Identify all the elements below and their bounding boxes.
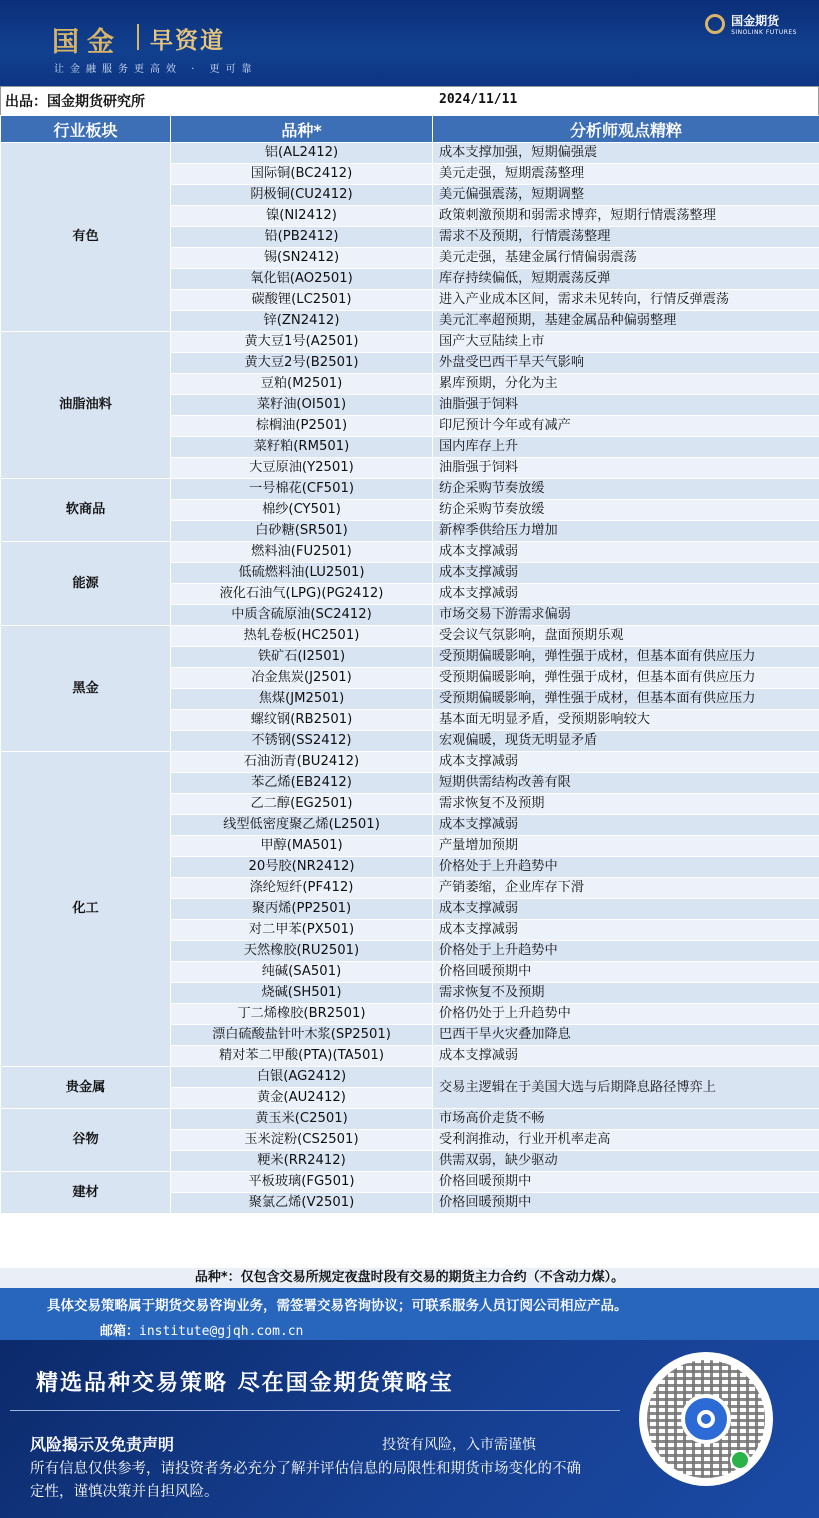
view-cell: 美元偏强震荡，短期调整 — [433, 185, 819, 206]
brand-divider — [137, 24, 139, 50]
view-cell: 需求不及预期，行情震荡整理 — [433, 227, 819, 248]
product-cell: 对二甲苯(PX501) — [171, 920, 433, 941]
product-cell: 黄大豆2号(B2501) — [171, 353, 433, 374]
view-cell: 市场高价走货不畅 — [433, 1109, 819, 1130]
table-row — [1, 1109, 819, 1130]
view-cell: 受预期偏暖影响，弹性强于成材，但基本面有供应压力 — [433, 689, 819, 710]
qr-code-icon[interactable] — [639, 1352, 773, 1486]
footer-divider — [10, 1410, 620, 1411]
product-cell: 氧化铝(AO2501) — [171, 269, 433, 290]
header-product: 品种* — [171, 116, 433, 143]
product-cell: 热轧卷板(HC2501) — [171, 626, 433, 647]
product-cell: 白砂糖(SR501) — [171, 521, 433, 542]
product-cell: 乙二醇(EG2501) — [171, 794, 433, 815]
view-cell: 累库预期，分化为主 — [433, 374, 819, 395]
product-cell: 丁二烯橡胶(BR2501) — [171, 1004, 433, 1025]
product-cell: 铝(AL2412) — [171, 143, 433, 164]
table-row — [1, 626, 819, 647]
view-cell: 纺企采购节奏放缓 — [433, 479, 819, 500]
product-cell: 国际铜(BC2412) — [171, 164, 433, 185]
product-cell: 一号棉花(CF501) — [171, 479, 433, 500]
view-cell: 供需双弱，缺少驱动 — [433, 1151, 819, 1172]
footer-banner — [0, 1340, 819, 1518]
view-cell: 短期供需结构改善有限 — [433, 773, 819, 794]
sector-cell: 黑金 — [1, 626, 171, 752]
product-cell: 线型低密度聚乙烯(L2501) — [171, 815, 433, 836]
sector-cell: 能源 — [1, 542, 171, 626]
view-cell: 产量增加预期 — [433, 836, 819, 857]
slogan: 让金融服务更高效 · 更可靠 — [54, 64, 258, 75]
product-cell: 玉米淀粉(CS2501) — [171, 1130, 433, 1151]
product-cell: 天然橡胶(RU2501) — [171, 941, 433, 962]
product-cell: 大豆原油(Y2501) — [171, 458, 433, 479]
sinolink-logo-icon — [705, 14, 725, 34]
view-cell: 美元走强，基建金属行情偏弱震荡 — [433, 248, 819, 269]
product-cell: 烧碱(SH501) — [171, 983, 433, 1004]
product-cell: 苯乙烯(EB2412) — [171, 773, 433, 794]
company-logo — [731, 12, 797, 36]
product-cell: 低硫燃料油(LU2501) — [171, 563, 433, 584]
view-cell: 价格回暖预期中 — [433, 962, 819, 983]
product-cell: 豆粕(M2501) — [171, 374, 433, 395]
product-cell: 20号胶(NR2412) — [171, 857, 433, 878]
view-cell: 受利润推动，行业开机率走高 — [433, 1130, 819, 1151]
product-cell: 锌(ZN2412) — [171, 311, 433, 332]
product-cell: 镍(NI2412) — [171, 206, 433, 227]
contact-bar — [0, 1288, 819, 1340]
risk-tip: 投资有风险，入市需谨慎 — [382, 1437, 536, 1453]
header-view: 分析师观点精粹 — [433, 116, 819, 143]
view-cell: 基本面无明显矛盾，受预期影响较大 — [433, 710, 819, 731]
sector-cell: 有色 — [1, 143, 171, 332]
header-banner — [0, 0, 819, 86]
view-cell: 成本支撑减弱 — [433, 899, 819, 920]
view-cell: 美元汇率超预期，基建金属品种偏弱整理 — [433, 311, 819, 332]
view-cell: 成本支撑减弱 — [433, 563, 819, 584]
email-label: 邮箱： — [100, 1324, 140, 1339]
sector-cell: 谷物 — [1, 1109, 171, 1172]
view-cell: 印尼预计今年或有减产 — [433, 416, 819, 437]
view-cell: 国内库存上升 — [433, 437, 819, 458]
product-cell: 焦煤(JM2501) — [171, 689, 433, 710]
product-cell: 涤纶短纤(PF412) — [171, 878, 433, 899]
product-cell: 精对苯二甲酸(PTA)(TA501) — [171, 1046, 433, 1067]
view-cell: 成本支撑减弱 — [433, 1046, 819, 1067]
product-cell: 不锈钢(SS2412) — [171, 731, 433, 752]
view-cell: 产销萎缩，企业库存下滑 — [433, 878, 819, 899]
view-cell: 进入产业成本区间，需求未见转向，行情反弹震荡 — [433, 290, 819, 311]
view-cell: 价格回暖预期中 — [433, 1193, 819, 1214]
product-cell: 棕榈油(P2501) — [171, 416, 433, 437]
brand-logo-text: 国金 — [52, 27, 122, 58]
view-cell: 受预期偏暖影响，弹性强于成材，但基本面有供应压力 — [433, 668, 819, 689]
table-header-row — [1, 116, 819, 143]
disclaimer-text: 所有信息仅供参考，请投资者务必充分了解并评估信息的局限性和期货市场变化的不确定性，谨慎决策并自担风险。 — [30, 1461, 581, 1500]
view-cell: 价格处于上升趋势中 — [433, 941, 819, 962]
view-cell: 库存持续偏低，短期震荡反弹 — [433, 269, 819, 290]
product-cell: 锡(SN2412) — [171, 248, 433, 269]
table-row — [1, 542, 819, 563]
sector-cell: 油脂油料 — [1, 332, 171, 479]
view-cell: 成本支撑减弱 — [433, 752, 819, 773]
product-cell: 中质含硫原油(SC2412) — [171, 605, 433, 626]
source-label: 出品：国金期货研究所 — [5, 94, 145, 110]
email-address[interactable]: institute@gjqh.com.cn — [139, 1324, 304, 1339]
view-cell: 成本支撑减弱 — [433, 920, 819, 941]
product-cell: 黄金(AU2412) — [171, 1088, 433, 1109]
report-date: 2024/11/11 — [439, 92, 518, 107]
table-row — [1, 479, 819, 500]
logo-cn-text: 国金期货 — [731, 14, 780, 28]
risk-title: 风险揭示及免责声明 — [30, 1435, 175, 1454]
product-cell: 平板玻璃(FG501) — [171, 1172, 433, 1193]
view-cell: 受预期偏暖影响，弹性强于成材，但基本面有供应压力 — [433, 647, 819, 668]
table-row — [1, 752, 819, 773]
product-cell: 甲醇(MA501) — [171, 836, 433, 857]
product-cell: 铅(PB2412) — [171, 227, 433, 248]
product-cell: 菜籽油(OI501) — [171, 395, 433, 416]
view-cell: 油脂强于饲料 — [433, 395, 819, 416]
sector-cell: 化工 — [1, 752, 171, 1067]
source-bar — [0, 86, 819, 116]
footer-headline: 精选品种交易策略 尽在国金期货策略宝 — [36, 1371, 454, 1396]
header-sector: 行业板块 — [1, 116, 171, 143]
product-cell: 漂白硫酸盐针叶木浆(SP2501) — [171, 1025, 433, 1046]
sector-cell: 软商品 — [1, 479, 171, 542]
table-row — [1, 143, 819, 164]
table-row — [1, 1172, 819, 1193]
table-row — [1, 1067, 819, 1088]
footnote: 品种*：仅包含交易所规定夜盘时段有交易的期货主力合约（不含动力煤）。 — [0, 1268, 819, 1288]
view-cell: 国产大豆陆续上市 — [433, 332, 819, 353]
view-cell: 成本支撑减弱 — [433, 584, 819, 605]
view-cell: 交易主逻辑在于美国大选与后期降息路径博弈上 — [433, 1067, 819, 1109]
product-cell: 燃料油(FU2501) — [171, 542, 433, 563]
view-cell: 成本支撑减弱 — [433, 542, 819, 563]
view-cell: 成本支撑加强，短期偏强震 — [433, 143, 819, 164]
consult-notice: 具体交易策略属于期货交易咨询业务，需签署交易咨询协议；可联系服务人员订阅公司相应产品。 — [47, 1298, 628, 1314]
view-cell: 政策刺激预期和弱需求博弈，短期行情震荡整理 — [433, 206, 819, 227]
product-cell: 聚氯乙烯(V2501) — [171, 1193, 433, 1214]
product-cell: 白银(AG2412) — [171, 1067, 433, 1088]
product-cell: 聚丙烯(PP2501) — [171, 899, 433, 920]
view-cell: 新榨季供给压力增加 — [433, 521, 819, 542]
product-cell: 冶金焦炭(J2501) — [171, 668, 433, 689]
table-row — [1, 332, 819, 353]
view-cell: 价格处于上升趋势中 — [433, 857, 819, 878]
qr-logo-icon — [681, 1394, 731, 1444]
logo-en-text: SINOLINK FUTURES — [731, 29, 797, 36]
view-cell: 价格仍处于上升趋势中 — [433, 1004, 819, 1025]
product-cell: 铁矿石(I2501) — [171, 647, 433, 668]
view-cell: 受会议气氛影响，盘面预期乐观 — [433, 626, 819, 647]
view-cell: 价格回暖预期中 — [433, 1172, 819, 1193]
view-cell: 油脂强于饲料 — [433, 458, 819, 479]
strategy-table — [0, 115, 819, 1214]
view-cell: 美元走强，短期震荡整理 — [433, 164, 819, 185]
product-cell: 菜籽粕(RM501) — [171, 437, 433, 458]
product-cell: 棉纱(CY501) — [171, 500, 433, 521]
email-line — [100, 1320, 303, 1339]
view-cell: 外盘受巴西干旱天气影响 — [433, 353, 819, 374]
product-cell: 阴极铜(CU2412) — [171, 185, 433, 206]
product-cell: 液化石油气(LPG)(PG2412) — [171, 584, 433, 605]
view-cell: 市场交易下游需求偏弱 — [433, 605, 819, 626]
product-cell: 纯碱(SA501) — [171, 962, 433, 983]
view-cell: 成本支撑减弱 — [433, 815, 819, 836]
product-name: 早资道 — [150, 28, 225, 54]
view-cell: 需求恢复不及预期 — [433, 794, 819, 815]
product-cell: 碳酸锂(LC2501) — [171, 290, 433, 311]
product-cell: 石油沥青(BU2412) — [171, 752, 433, 773]
view-cell: 巴西干旱火灾叠加降息 — [433, 1025, 819, 1046]
view-cell: 宏观偏暖，现货无明显矛盾 — [433, 731, 819, 752]
product-cell: 螺纹钢(RB2501) — [171, 710, 433, 731]
view-cell: 需求恢复不及预期 — [433, 983, 819, 1004]
product-cell: 粳米(RR2412) — [171, 1151, 433, 1172]
sector-cell: 贵金属 — [1, 1067, 171, 1109]
product-cell: 黄大豆1号(A2501) — [171, 332, 433, 353]
wechat-badge-icon — [730, 1450, 750, 1470]
view-cell: 纺企采购节奏放缓 — [433, 500, 819, 521]
sector-cell: 建材 — [1, 1172, 171, 1214]
product-cell: 黄玉米(C2501) — [171, 1109, 433, 1130]
